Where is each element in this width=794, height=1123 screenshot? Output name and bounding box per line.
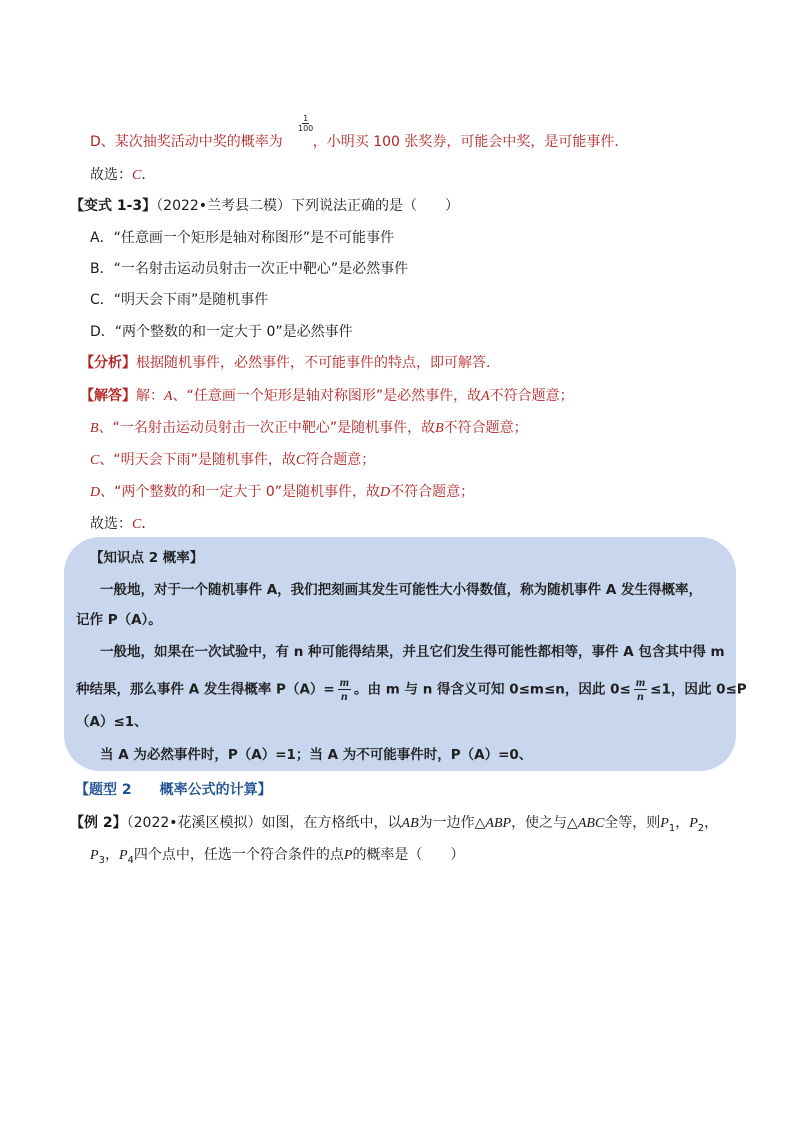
option-d: D．“两个整数的和一定大于 0”是必然事件 (90, 324, 353, 340)
fraction-denominator: 100 (298, 124, 314, 133)
solution-line-c: C、“明天会下雨”是随机事件，故C符合题意； (90, 452, 376, 468)
option-b: B．“一名射击运动员射击一次正中靶心”是必然事件 (90, 261, 409, 277)
option-c: C．“明天会下雨”是随机事件 (90, 292, 269, 308)
knowledge-p2-line3: （A）≤1、 (76, 714, 148, 730)
option-d-conclusion: D、某次抽奖活动中奖的概率为 ，小明买 100 张奖券，可能会中奖，是可能事件． (90, 134, 629, 150)
solution-line-d: D、“两个整数的和一定大于 0”是随机事件，故D不符合题意； (90, 484, 475, 500)
analysis: 【分析】根据随机事件，必然事件，不可能事件的特点，即可解答． (80, 355, 500, 371)
knowledge-p2-line2: 种结果，那么事件 A 发生得概率 P（A）= $\frac{m}{n}$ 。由 m 与 n 得含义可知 0≤m≤n，因此 0≤ $\frac{m}{n}$ ≤1，因此 0≤P (76, 675, 747, 703)
probability-fraction: $\frac{m}{n}$ (339, 675, 350, 703)
knowledge-p1-line2: 记作 P（A）。 (76, 612, 162, 628)
probability-fraction-small (298, 114, 313, 133)
type2-title: 【题型 2 概率公式的计算】 (75, 782, 272, 798)
variant-source: （2022•兰考县二模）下列说法正确的是（ ） (156, 198, 460, 214)
knowledge-p2-line1: 一般地，如果在一次试验中，有 n 种可能得结果，并且它们发生得可能性都相等，事件 A 包含其中得 m (100, 644, 725, 660)
example-line1: 【例 2】（2022•花溪区模拟）如图，在方格纸中，以AB为一边作△ABP，使之与△ABC全等，则$P_1$，$P_2$， (70, 815, 719, 834)
solution-line-a: 【解答】解：A、“任意画一个矩形是轴对称图形”是必然事件，故A不符合题意； (80, 388, 574, 404)
solution-line-b: B、“一名射击运动员射击一次正中靶心”是随机事件，故B不符合题意； (90, 420, 528, 436)
option-a: A．“任意画一个矩形是轴对称图形”是不可能事件 (90, 230, 395, 246)
previous-answer: 故选：C． (90, 167, 156, 183)
example-line2: $P_3$，$P_4$四个点中，任选一个符合条件的点P的概率是（ ） (90, 847, 465, 866)
knowledge-title: 【知识点 2 概率】 (90, 550, 204, 566)
knowledge-p1-line1: 一般地，对于一个随机事件 A，我们把刻画其发生可能性大小得数值，称为随机事件 A 发生得概率， (100, 582, 702, 598)
variant-tag: 【变式 1-3】 (70, 198, 157, 214)
probability-fraction-2: $\frac{m}{n}$ (635, 675, 646, 703)
fraction-numerator: 1 (303, 114, 309, 123)
knowledge-p3: 当 A 为必然事件时，P（A）=1；当 A 为不可能事件时，P（A）=0、 (100, 747, 533, 763)
variant-answer: 故选：C． (90, 516, 156, 532)
variant-question (70, 196, 459, 216)
